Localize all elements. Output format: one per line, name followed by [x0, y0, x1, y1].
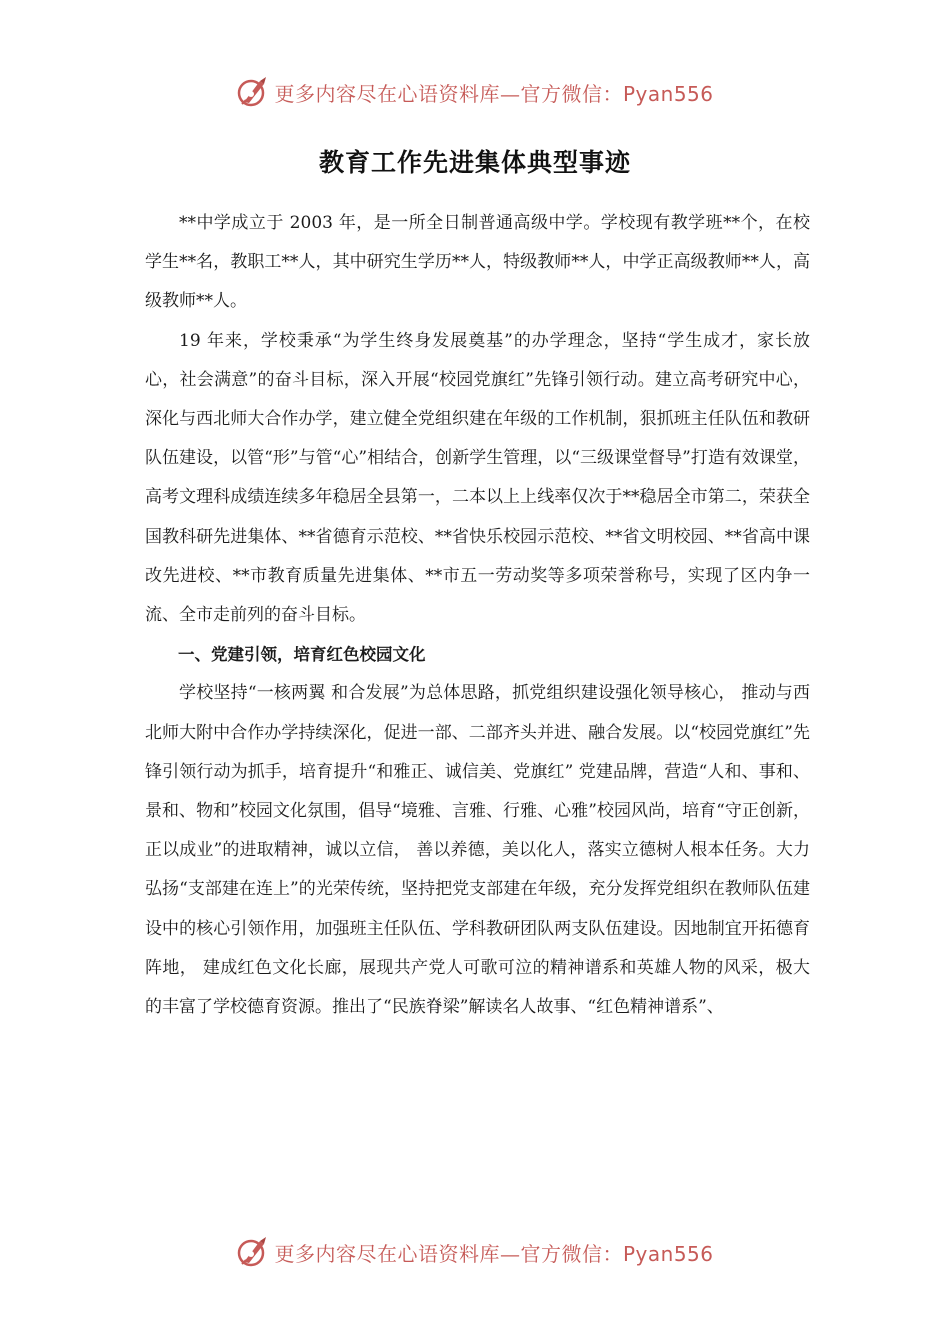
footer-banner [0, 1232, 950, 1272]
paragraph-intro: **中学成立于 2003 年，是一所全日制普通高级中学。学校现有教学班**个，在校学生**名，教职工**人，其中研究生学历**人，特级教师**人，中学正高级教师**人，高级教师**人。 [145, 213, 810, 312]
banner-text: 更多内容尽在心语资料库—官方微信：Pyan556 [274, 1241, 714, 1266]
quill-pen-icon [236, 1235, 270, 1269]
page-title: 教育工作先进集体典型事迹 [318, 148, 631, 177]
quill-pen-icon [236, 75, 270, 109]
header-banner [0, 72, 950, 112]
paragraph-section-1: 学校坚持“一核两翼 和合发展”为总体思路，抓党组织建设强化领导核心， 推动与西北师大附中合作办学持续深化，促进一部、二部齐头并进、融合发展。以“校园党旗红”先锋引领行动为抓手，培育提升“和雅正、诚信美、党旗红” 党建品牌，营造“人和、事和、景和、物和”校园文化氛围，倡导“境雅、言雅、行雅、心雅”校园风尚，培育“守正创新，正以成业”的进取精神，诚以立信， 善以养德，美以化人，落实立德树人根本任务。大力弘扬“支部建在连上”的光荣传统，坚持把党支部建在年级，充分发挥党组织在教师队伍建设中的核心引领作用，加强班主任队伍、学科教研团队两支队伍建设。因地制宜开拓德育阵地， 建成红色文化长廊，展现共产党人可歌可泣的精神谱系和英雄人物的风采，极大的丰富了学校德育资源。推出了“民族脊梁”解读名人故事、“红色精神谱系”、 [145, 683, 810, 1018]
document-body [145, 204, 810, 1027]
paragraph-history: 19 年来，学校秉承“为学生终身发展奠基”的办学理念，坚持“学生成才，家长放心，社会满意”的奋斗目标，深入开展“校园党旗红”先锋引领行动。建立高考研究中心，深化与西北师大合作办学，建立健全党组织建在年级的工作机制，狠抓班主任队伍和教研队伍建设，以管“形”与管“心”相结合，创新学生管理，以“三级课堂督导”打造有效课堂，高考文理科成绩连续多年稳居全县第一，二本以上上线率仅次于**稳居全市第二，荣获全国教科研先进集体、**省德育示范校、**省快乐校园示范校、**省文明校园、**省高中课改先进校、**市教育质量先进集体、**市五一劳动奖等多项荣誉称号，实现了区内争一流、全市走前列的奋斗目标。 [145, 330, 810, 626]
section-heading: 一、党建引领，培育红色校园文化 [178, 645, 426, 665]
banner-text: 更多内容尽在心语资料库—官方微信：Pyan556 [274, 81, 714, 106]
